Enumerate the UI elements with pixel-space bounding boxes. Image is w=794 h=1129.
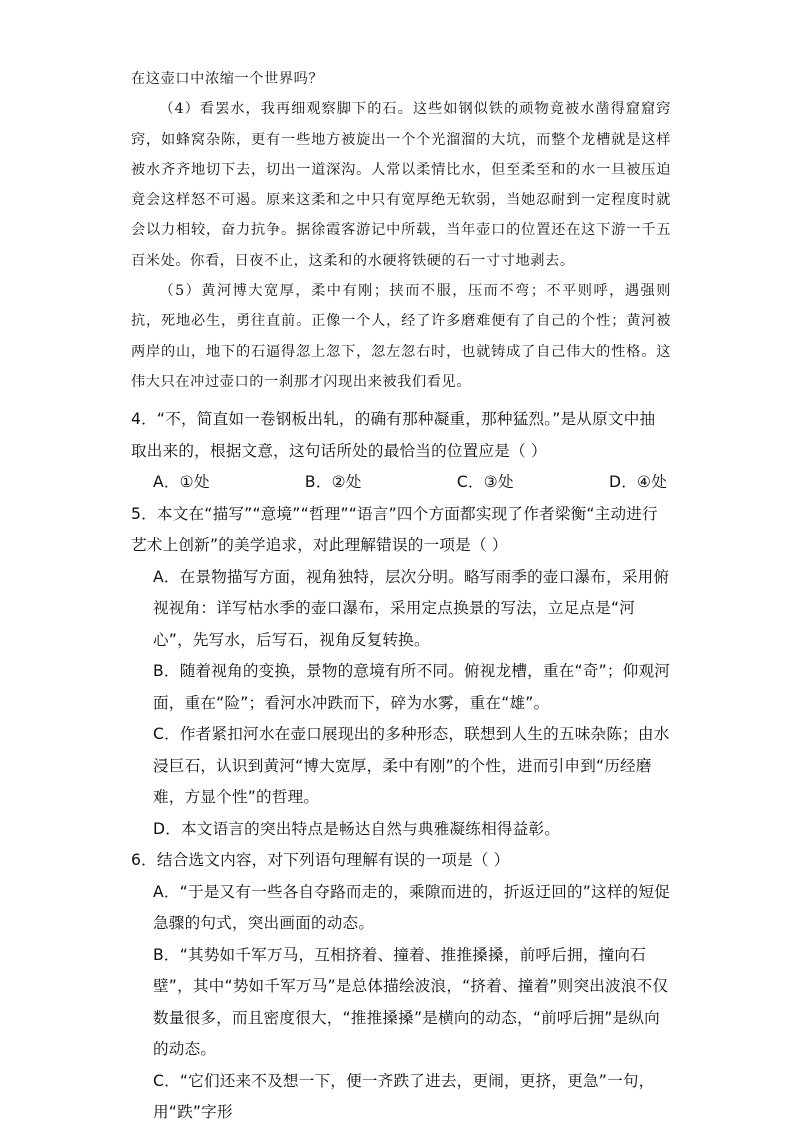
question-6-option-a[interactable]: A．“于是又有一些各自夺路而走的，乘隙而进的，折返迂回的”这样的短促急骤的句式，突出画面的动态。	[153, 882, 671, 932]
passage-continuation: 在这壶口中浓缩一个世界吗？	[131, 71, 324, 87]
question-5-stem: 5．本文在“描写”“意境”“哲理”“语言”四个方面都实现了作者梁衡“主动进行艺术上创新”的美学追求，对此理解错误的一项是（ ）	[131, 504, 658, 554]
question-6-option-c[interactable]: C．“它们还来不及想一下，便一齐跌了进去，更闹，更挤，更急”一句，用“跌”字形	[153, 1071, 655, 1121]
question-4-option-a[interactable]: A．①处	[153, 473, 210, 491]
question-5	[131, 499, 671, 846]
passage-paragraph-5: （5）黄河博大宽厚，柔中有刚；挟而不服，压而不弯；不平则呼，遇强则抗，死地必生，勇往直前。正像一个人，经了许多磨难便有了自己的个性；黄河被两岸的山，地下的石逼得忽上忽下，忽左忽右时，也就铸成了自己伟大的性格。这伟大只在冲过壶口的一刹那才闪现出来被我们看见。	[131, 283, 671, 390]
question-4-stem: 4．“不，简直如一卷钢板出轧，的确有那种凝重，那种猛烈。”是从原文中抽取出来的，根据文意，这句话所处的最恰当的位置应是（ ）	[131, 410, 656, 460]
question-5-option-b[interactable]: B．随着视角的变换，景物的意境有所不同。俯视龙槽，重在“奇”；仰观河面，重在“险”；看河水冲跌而下，碎为水雾，重在“雄”。	[153, 662, 671, 712]
question-section	[131, 404, 671, 1129]
question-4-option-d[interactable]: D．④处	[609, 473, 667, 491]
question-4-option-b[interactable]: B．②处	[304, 473, 362, 491]
question-5-option-a[interactable]: A．在景物描写方面，视角独特，层次分明。略写雨季的壶口瀑布，采用俯视视角：详写枯水季的壶口瀑布，采用定点换景的写法，立足点是“河心”，先写水，后写石，视角反复转换。	[153, 567, 670, 649]
question-4-options	[131, 467, 671, 499]
reading-passage	[131, 64, 671, 397]
question-5-option-d[interactable]: D．本文语言的突出特点是畅达自然与典雅凝练相得益彰。	[153, 819, 561, 838]
question-6	[131, 845, 671, 1129]
passage-paragraph-4: （4）看罢水，我再细观察脚下的石。这些如钢似铁的顽物竟被水凿得窟窟窍窍，如蜂窝杂陈，更有一些地方被旋出一个个光溜溜的大坑，而整个龙槽就是这样被水齐齐地切下去，切出一道深沟。人常以柔情比水，但至柔至和的水一旦被压迫竟会这样怒不可遏。原来这柔和之中只有宽厚绝无软弱，当她忍耐到一定程度时就会以力相较，奋力抗争。据徐霞客游记中所载，当年壶口的位置还在这下游一千五百米处。你看，日夜不止，这柔和的水硬将铁硬的石一寸寸地剥去。	[131, 101, 671, 269]
question-4	[131, 404, 671, 499]
question-4-option-c[interactable]: C．③处	[456, 473, 514, 491]
question-5-option-c[interactable]: C．作者紧扣河水在壶口展现出的多种形态，联想到人生的五味杂陈；由水浸巨石，认识到黄河“博大宽厚，柔中有刚”的个性，进而引申到“历经磨难，方显个性”的哲理。	[153, 725, 670, 806]
question-6-option-b[interactable]: B．“其势如千军万马，互相挤着、撞着、推推搡搡，前呼后拥，撞向石壁”，其中“势如千军万马”是总体描绘波浪，“挤着、撞着”则突出波浪不仅数量很多，而且密度很大，“推推搡搡”是横向的动态，“前呼后拥”是纵向的动态。	[153, 945, 669, 1058]
question-6-stem: 6．结合选文内容，对下列语句理解有误的一项是（ ）	[131, 851, 510, 869]
